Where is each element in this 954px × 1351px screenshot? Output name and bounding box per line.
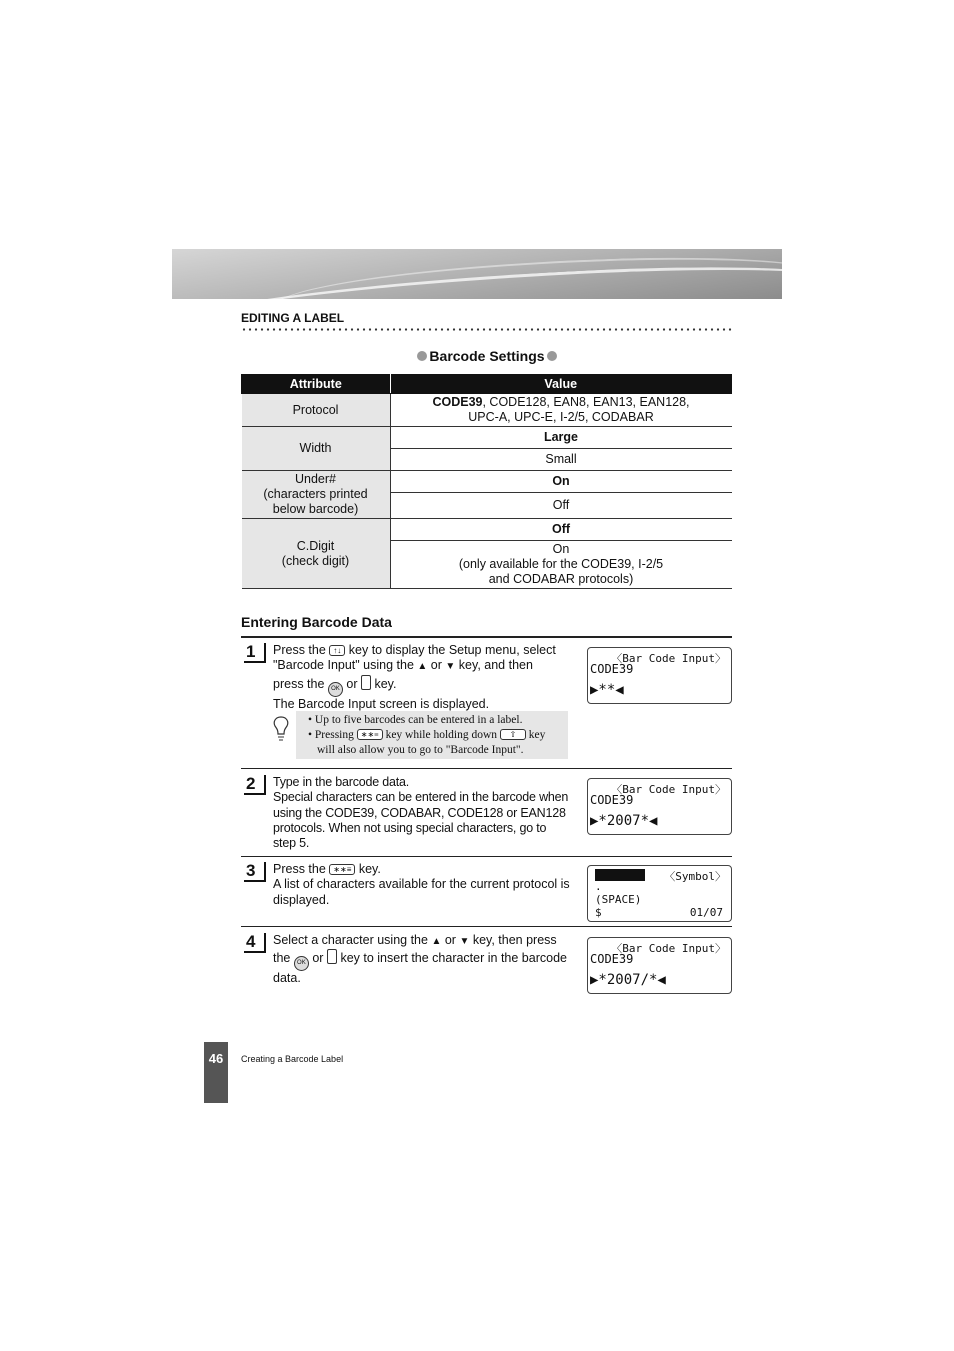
dotted-divider <box>241 328 733 331</box>
divider <box>241 926 732 927</box>
attr-width: Width <box>242 427 391 471</box>
entering-heading: Entering Barcode Data <box>241 614 392 630</box>
divider <box>241 856 732 857</box>
value-cdigit-on: On (only available for the CODE39, I-2/5 and CODABAR protocols) <box>390 541 732 589</box>
value-cdigit-off: Off <box>390 519 732 541</box>
header-attribute: Attribute <box>242 375 391 394</box>
up-arrow-icon: ▲ <box>417 661 428 673</box>
symbol-key-icon: ∗∗≡ <box>357 729 383 740</box>
hint-box: • Up to five barcodes can be entered in a label. • Pressing ∗∗≡ key while holding down ⇧ key will also allow you to go to "Barcode Input". <box>296 711 568 759</box>
step-number: 1 <box>244 643 266 663</box>
up-arrow-icon: ▲ <box>431 936 442 947</box>
down-arrow-icon: ▼ <box>445 661 456 673</box>
value-protocol: CODE39, CODE128, EAN8, EAN13, EAN128, UPC-A, UPC-E, I-2/5, CODABAR <box>390 394 732 427</box>
lcd-screen: 〈Bar Code Input〉 CODE39 ▶*2007/*◀ <box>587 937 732 994</box>
step1-text: Press the ↑↓ key to display the Setup menu, select "Barcode Input" using the ▲ or ▼ key, and then press the OK or key. The Barcode Input screen is displayed. <box>273 643 556 711</box>
bullet-icon <box>417 351 427 361</box>
ok-key-icon: OK <box>294 956 309 971</box>
header-banner <box>172 249 782 299</box>
enter-key-icon <box>327 949 337 964</box>
value-under-off: Off <box>390 493 732 519</box>
lightbulb-icon <box>271 715 293 743</box>
step2-text: Type in the barcode data. Special characters can be entered in the barcode when using the CODE39, CODABAR, CODE128 or EAN128 protocols. When not using special characters, go to step 5. <box>273 775 569 851</box>
step3-text: Press the ∗∗≡ key. A list of characters available for the current protocol is displayed. <box>273 862 570 907</box>
divider <box>241 636 732 638</box>
bullet-icon <box>547 351 557 361</box>
header-value: Value <box>390 375 732 394</box>
table-title <box>241 348 733 364</box>
shift-key-icon: ⇧ <box>500 729 526 740</box>
page-number: 46 <box>204 1042 228 1103</box>
ok-key-icon: OK <box>328 682 343 697</box>
setup-key-icon: ↑↓ <box>329 645 345 656</box>
value-under-on: On <box>390 471 732 493</box>
divider <box>241 768 732 769</box>
value-width-small: Small <box>390 449 732 471</box>
symbol-key-icon: ∗∗≡ <box>329 864 355 875</box>
step-number: 3 <box>244 862 266 882</box>
down-arrow-icon: ▼ <box>459 936 470 947</box>
footer-text: Creating a Barcode Label <box>241 1054 344 1064</box>
attr-protocol: Protocol <box>242 394 391 427</box>
lcd-screen: 〈Symbol〉 . (SPACE) $ 01/07 <box>587 865 732 922</box>
step-number: 4 <box>244 933 266 953</box>
lcd-screen: 〈Bar Code Input〉 CODE39 ▶*2007*◀ <box>587 778 732 835</box>
attr-cdigit: C.Digit (check digit) <box>242 519 391 589</box>
table-title-text: Barcode Settings <box>429 348 545 364</box>
selection-highlight <box>595 869 645 881</box>
value-width-large: Large <box>390 427 732 449</box>
step-number: 2 <box>244 775 266 795</box>
step4-text: Select a character using the ▲ or ▼ key, then press the OK or key to insert the character in the barcode data. <box>273 933 567 986</box>
attr-under: Under# (characters printed below barcode) <box>242 471 391 519</box>
section-title: EDITING A LABEL <box>241 311 345 325</box>
lcd-screen: 〈Bar Code Input〉 CODE39 ▶**◀ <box>587 647 732 704</box>
enter-key-icon <box>361 675 371 690</box>
barcode-settings-table <box>241 374 732 589</box>
